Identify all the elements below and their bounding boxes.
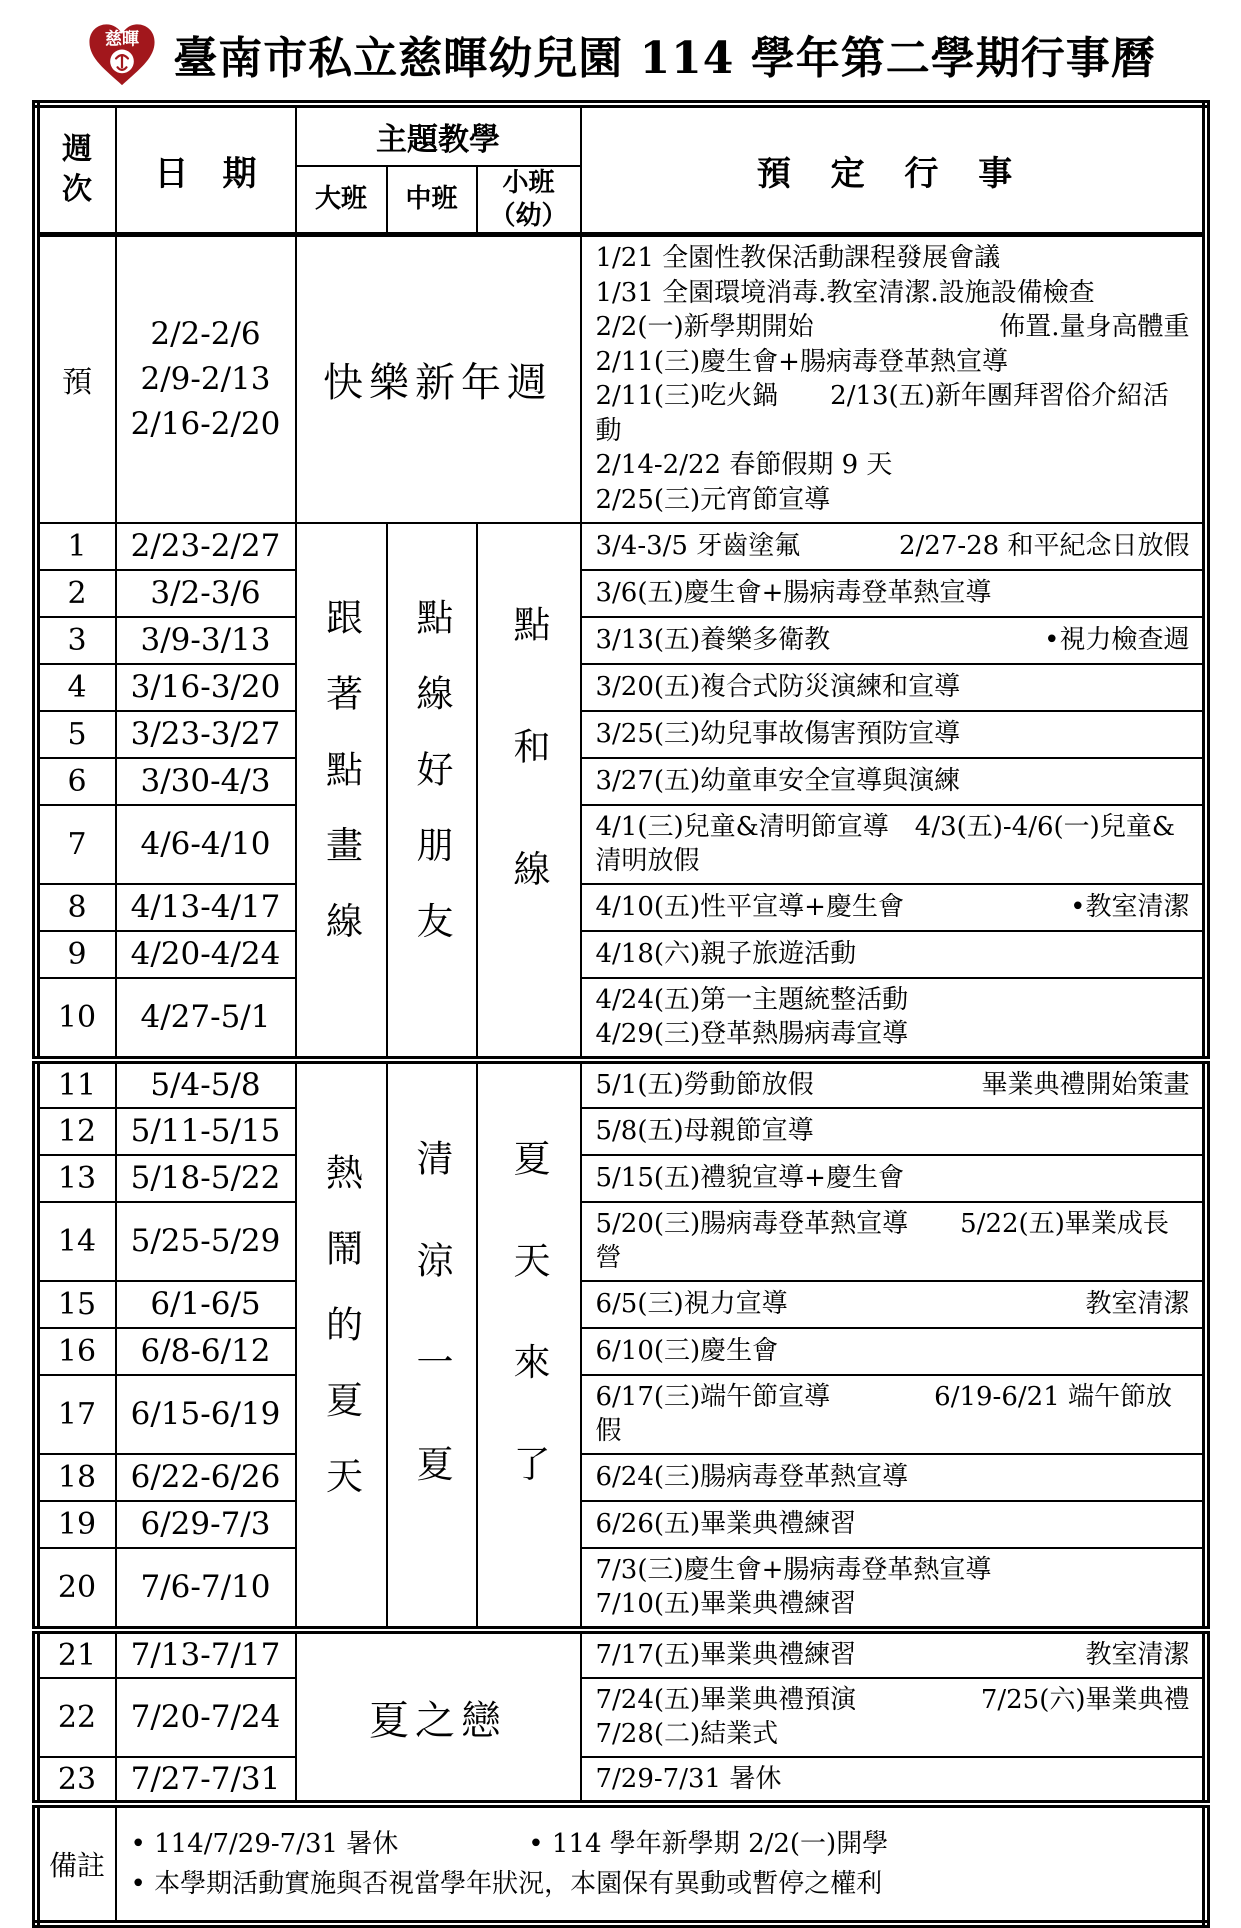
week-cell: 預 <box>36 235 116 523</box>
table-row <box>36 1202 1206 1281</box>
week-cell: 15 <box>36 1281 116 1328</box>
theme-cell-big: 跟著點畫線 <box>296 523 387 1060</box>
table-row <box>36 931 1206 978</box>
date-cell: 4/13-4/17 <box>116 884 296 931</box>
events-cell <box>581 931 1206 978</box>
theme-cell-small: 點和線 <box>477 523 581 1060</box>
week-cell: 10 <box>36 978 116 1060</box>
date-cell <box>116 235 296 523</box>
table-row <box>36 523 1206 570</box>
week-cell: 8 <box>36 884 116 931</box>
events-cell <box>581 664 1206 711</box>
week-cell: 7 <box>36 805 116 884</box>
events-cell <box>581 1454 1206 1501</box>
event-line: 7/17(五)畢業典禮練習 教室清潔 <box>595 1639 1190 1670</box>
table-row <box>36 1630 1206 1678</box>
event-line: 7/10(五)畢業典禮練習 <box>595 1589 857 1620</box>
week-cell: 19 <box>36 1501 116 1548</box>
table-row <box>36 1281 1206 1328</box>
logo-text: 慈暉 <box>105 29 140 50</box>
events-cell <box>581 1202 1206 1281</box>
school-heart-logo-icon <box>85 18 159 90</box>
week-cell: 17 <box>36 1375 116 1454</box>
events-cell <box>581 523 1206 570</box>
date-cell: 3/2-3/6 <box>116 570 296 617</box>
event-line: 4/10(五)性平宣導+慶生會 •教室清潔 <box>595 891 1190 922</box>
event-line: 6/17(三)端午節宣導 6/19-6/21 端午節放假 <box>595 1381 1172 1447</box>
table-row <box>36 664 1206 711</box>
header-class-small-cell: 小班（幼） <box>477 166 581 235</box>
events-cell <box>581 570 1206 617</box>
week-cell: 5 <box>36 711 116 758</box>
events-cell <box>581 1757 1206 1805</box>
week-cell: 18 <box>36 1454 116 1501</box>
week-cell: 11 <box>36 1060 116 1108</box>
header-date-cell: 日 期 <box>116 104 296 235</box>
week-cell: 21 <box>36 1630 116 1678</box>
theme-cell-all: 夏之戀 <box>296 1630 581 1804</box>
date-cell: 3/30-4/3 <box>116 758 296 805</box>
table-row <box>36 1548 1206 1630</box>
event-line: 5/15(五)禮貌宣導+慶生會 <box>595 1162 904 1193</box>
event-line: 3/13(五)養樂多衛教 •視力檢查週 <box>595 624 1190 655</box>
event-line: 5/1(五)勞動節放假 畢業典禮開始策畫 <box>595 1069 1190 1100</box>
week-cell: 23 <box>36 1757 116 1805</box>
events-cell <box>581 1281 1206 1328</box>
week-cell: 22 <box>36 1678 116 1757</box>
week-cell: 13 <box>36 1155 116 1202</box>
week-cell: 4 <box>36 664 116 711</box>
event-line: 4/18(六)親子旅遊活動 <box>595 938 857 969</box>
table-row <box>36 1328 1206 1375</box>
event-line: 7/29-7/31 暑休 <box>595 1763 782 1794</box>
events-cell <box>581 1375 1206 1454</box>
event-line: 4/29(三)登革熱腸病毒宣導 <box>595 1019 909 1050</box>
theme-cell-mid: 點線好朋友 <box>387 523 477 1060</box>
event-line: 2/2(一)新學期開始 佈置.量身高體重 <box>595 312 1190 343</box>
event-line: 3/25(三)幼兒事故傷害預防宣導 <box>595 718 961 749</box>
event-line: 6/5(三)視力宣導 教室清潔 <box>595 1288 1190 1319</box>
title-bar <box>0 0 1241 100</box>
event-line: 2/11(三)吃火鍋 2/13(五)新年團拜習俗介紹活動 <box>595 381 1169 446</box>
table-row <box>36 1060 1206 1108</box>
notes-content-cell <box>116 1804 1206 1924</box>
week-cell: 6 <box>36 758 116 805</box>
events-cell <box>581 1155 1206 1202</box>
header-events-cell: 預 定 行 事 <box>581 104 1206 235</box>
date-cell: 5/11-5/15 <box>116 1108 296 1155</box>
table-row <box>36 1757 1206 1805</box>
table-row <box>36 805 1206 884</box>
table-row <box>36 617 1206 664</box>
event-line: 7/28(二)結業式 <box>595 1719 779 1750</box>
event-line: 1/21 全園性教保活動課程發展會議 <box>595 243 1001 273</box>
events-cell <box>581 884 1206 931</box>
event-line: 4/1(三)兒童&清明節宣導 4/3(五)-4/6(一)兒童&清明放假 <box>595 811 1175 877</box>
date-cell: 5/25-5/29 <box>116 1202 296 1281</box>
table-row <box>36 978 1206 1060</box>
table-row <box>36 711 1206 758</box>
date-cell: 3/9-3/13 <box>116 617 296 664</box>
date-cell: 7/27-7/31 <box>116 1757 296 1805</box>
date-cell: 4/6-4/10 <box>116 805 296 884</box>
events-cell <box>581 235 1206 523</box>
page-title: 臺南市私立慈暉幼兒園 114 學年第二學期行事曆 <box>173 33 1156 84</box>
date-cell: 6/1-6/5 <box>116 1281 296 1328</box>
event-line: 3/27(五)幼童車安全宣導與演練 <box>595 765 961 796</box>
table-row <box>36 1454 1206 1501</box>
date-cell: 6/29-7/3 <box>116 1501 296 1548</box>
date-cell: 3/23-3/27 <box>116 711 296 758</box>
calendar-table <box>32 100 1210 1928</box>
event-line: 1/31 全園環境消毒.教室清潔.設施設備檢查 <box>595 277 1095 308</box>
event-line: 3/4-3/5 牙齒塗氟 2/27-28 和平紀念日放假 <box>595 530 1190 561</box>
table-row <box>36 1678 1206 1757</box>
event-line: 3/6(五)慶生會+腸病毒登革熱宣導 <box>595 577 992 608</box>
date-cell: 6/22-6/26 <box>116 1454 296 1501</box>
week-cell: 9 <box>36 931 116 978</box>
event-line: 6/24(三)腸病毒登革熱宣導 <box>595 1462 909 1493</box>
table-row-pre <box>36 235 1206 523</box>
date-cell: 5/18-5/22 <box>116 1155 296 1202</box>
week-cell: 1 <box>36 523 116 570</box>
events-cell <box>581 711 1206 758</box>
week-cell: 3 <box>36 617 116 664</box>
event-line: 3/20(五)複合式防災演練和宣導 <box>595 671 961 702</box>
date-cell: 4/20-4/24 <box>116 931 296 978</box>
header-week-cell: 週次 <box>36 104 116 235</box>
notes-row <box>36 1804 1206 1924</box>
event-line: 7/24(五)畢業典禮預演 7/25(六)畢業典禮 <box>595 1684 1190 1715</box>
note-line: • 本學期活動實施與否視當學年狀況，本園保有異動或暫停之權利 <box>130 1869 883 1900</box>
events-cell <box>581 1678 1206 1757</box>
event-line: 2/11(三)慶生會+腸病毒登革熱宣導 <box>595 346 1008 377</box>
theme-cell-mid: 清涼一夏 <box>387 1060 477 1630</box>
events-cell <box>581 978 1206 1060</box>
date-cell: 3/16-3/20 <box>116 664 296 711</box>
week-cell: 20 <box>36 1548 116 1630</box>
note-line: • 114/7/29-7/31 暑休 • 114 學年新學期 2/2(一)開學 <box>130 1829 889 1859</box>
date-cell: 7/13-7/17 <box>116 1630 296 1678</box>
event-line: 5/8(五)母親節宣導 <box>595 1115 814 1146</box>
header-row-1 <box>36 104 1206 166</box>
date-cell: 6/15-6/19 <box>116 1375 296 1454</box>
date-line: 2/2-2/6 <box>150 315 261 352</box>
events-cell <box>581 1501 1206 1548</box>
date-cell: 4/27-5/1 <box>116 978 296 1060</box>
week-cell: 12 <box>36 1108 116 1155</box>
notes-label-cell: 備註 <box>36 1804 116 1924</box>
week-cell: 2 <box>36 570 116 617</box>
events-cell <box>581 805 1206 884</box>
date-cell: 5/4-5/8 <box>116 1060 296 1108</box>
header-theme-cell: 主題教學 <box>296 104 581 166</box>
header-class-mid-cell: 中班 <box>387 166 477 235</box>
event-line: 6/26(五)畢業典禮練習 <box>595 1509 857 1540</box>
week-cell: 16 <box>36 1328 116 1375</box>
events-cell <box>581 617 1206 664</box>
events-cell <box>581 1328 1206 1375</box>
theme-cell-all: 快樂新年週 <box>296 235 581 523</box>
events-cell <box>581 1548 1206 1630</box>
table-row <box>36 884 1206 931</box>
events-cell <box>581 1108 1206 1155</box>
week-cell: 14 <box>36 1202 116 1281</box>
event-line: 2/25(三)元宵節宣導 <box>595 485 831 516</box>
table-row <box>36 570 1206 617</box>
table-row <box>36 1155 1206 1202</box>
table-row <box>36 1375 1206 1454</box>
event-line: 2/14-2/22 春節假期 9 天 <box>595 450 893 481</box>
events-cell <box>581 1630 1206 1678</box>
table-row <box>36 758 1206 805</box>
theme-cell-small: 夏天來了 <box>477 1060 581 1630</box>
date-cell: 7/20-7/24 <box>116 1678 296 1757</box>
theme-cell-big: 熱鬧的夏天 <box>296 1060 387 1630</box>
date-line: 2/9-2/13 <box>140 360 271 397</box>
event-line: 6/10(三)慶生會 <box>595 1335 779 1366</box>
event-line: 5/20(三)腸病毒登革熱宣導 5/22(五)畢業成長營 <box>595 1208 1169 1274</box>
events-cell <box>581 1060 1206 1108</box>
events-cell <box>581 758 1206 805</box>
table-row <box>36 1108 1206 1155</box>
date-cell: 2/23-2/27 <box>116 523 296 570</box>
table-row <box>36 1501 1206 1548</box>
date-line: 2/16-2/20 <box>130 405 281 442</box>
date-cell: 6/8-6/12 <box>116 1328 296 1375</box>
event-line: 4/24(五)第一主題統整活動 <box>595 984 909 1015</box>
date-cell: 7/6-7/10 <box>116 1548 296 1630</box>
header-class-big-cell: 大班 <box>296 166 387 235</box>
event-line: 7/3(三)慶生會+腸病毒登革熱宣導 <box>595 1554 992 1585</box>
